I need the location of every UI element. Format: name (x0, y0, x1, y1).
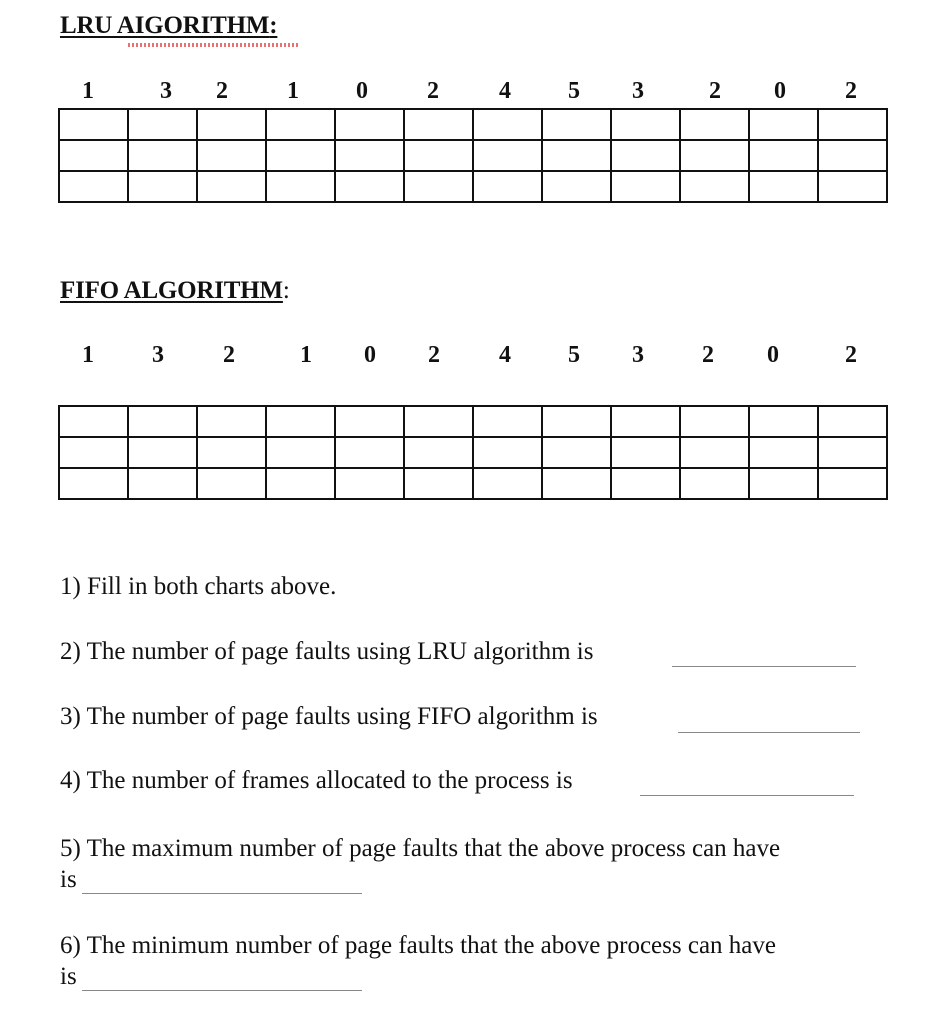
lru-frame-cell[interactable] (266, 109, 335, 140)
lru-frame-cell[interactable] (59, 109, 128, 140)
lru-frame-cell[interactable] (59, 140, 128, 171)
lru-frame-cell[interactable] (542, 171, 611, 202)
fifo-frame-cell[interactable] (542, 437, 611, 468)
question-2: 2) The number of page faults using LRU algorithm is (60, 638, 594, 665)
fifo-frame-cell[interactable] (197, 406, 266, 437)
fifo-frame-cell[interactable] (680, 437, 749, 468)
fifo-frame-cell[interactable] (611, 437, 680, 468)
lru-ref-6: 2 (427, 78, 439, 104)
fifo-frame-cell[interactable] (128, 437, 197, 468)
lru-frame-cell[interactable] (818, 140, 887, 171)
fifo-frame-cell[interactable] (542, 406, 611, 437)
fifo-frame-cell[interactable] (197, 437, 266, 468)
lru-frame-cell[interactable] (542, 109, 611, 140)
lru-frame-cell[interactable] (542, 140, 611, 171)
lru-frame-cell[interactable] (266, 140, 335, 171)
question-5-line-1: 5) The maximum number of page faults that the above process can have (60, 835, 781, 862)
answer-blank-5[interactable] (82, 893, 362, 894)
fifo-ref-6: 2 (428, 342, 440, 368)
lru-frame-cell[interactable] (404, 171, 473, 202)
fifo-frame-cell[interactable] (818, 468, 887, 499)
lru-frame-cell[interactable] (473, 171, 542, 202)
fifo-frame-cell[interactable] (473, 468, 542, 499)
fifo-frame-cell[interactable] (611, 406, 680, 437)
fifo-ref-3: 2 (223, 342, 235, 368)
lru-ref-10: 2 (709, 78, 721, 104)
lru-frame-row (59, 140, 887, 171)
fifo-frame-cell[interactable] (128, 406, 197, 437)
question-3: 3) The number of page faults using FIFO algorithm is (60, 703, 598, 730)
fifo-frame-cell[interactable] (680, 406, 749, 437)
fifo-frame-cell[interactable] (749, 406, 818, 437)
lru-frame-cell[interactable] (611, 109, 680, 140)
lru-frame-cell[interactable] (335, 140, 404, 171)
lru-ref-5: 0 (356, 78, 368, 104)
fifo-frame-cell[interactable] (611, 468, 680, 499)
fifo-ref-2: 3 (152, 342, 164, 368)
fifo-ref-4: 1 (300, 342, 312, 368)
answer-blank-6[interactable] (82, 990, 362, 991)
fifo-ref-8: 5 (568, 342, 580, 368)
lru-frame-cell[interactable] (680, 171, 749, 202)
fifo-frame-cell[interactable] (128, 468, 197, 499)
fifo-ref-9: 3 (632, 342, 644, 368)
fifo-ref-12: 2 (845, 342, 857, 368)
question-4: 4) The number of frames allocated to the process is (60, 767, 573, 794)
fifo-ref-1: 1 (82, 342, 94, 368)
lru-frame-cell[interactable] (611, 171, 680, 202)
lru-frame-cell[interactable] (197, 140, 266, 171)
fifo-frame-cell[interactable] (680, 468, 749, 499)
question-6 (60, 930, 776, 992)
fifo-frame-cell[interactable] (404, 468, 473, 499)
lru-frame-cell[interactable] (749, 109, 818, 140)
lru-reference-string (0, 78, 936, 108)
fifo-frame-cell[interactable] (404, 406, 473, 437)
fifo-frame-cell[interactable] (335, 468, 404, 499)
question-5 (60, 833, 780, 895)
lru-ref-4: 1 (287, 78, 299, 104)
answer-blank-2[interactable] (672, 666, 856, 667)
fifo-frame-cell[interactable] (404, 437, 473, 468)
fifo-ref-7: 4 (499, 342, 511, 368)
fifo-ref-5: 0 (364, 342, 376, 368)
lru-ref-12: 2 (845, 78, 857, 104)
fifo-frame-cell[interactable] (59, 437, 128, 468)
question-1: 1) Fill in both charts above. (60, 573, 337, 600)
fifo-frame-cell[interactable] (335, 437, 404, 468)
lru-heading-colon: : (269, 12, 278, 39)
lru-frame-cell[interactable] (404, 109, 473, 140)
lru-frame-cell[interactable] (128, 109, 197, 140)
fifo-heading-colon: : (282, 277, 290, 304)
fifo-frame-cell[interactable] (473, 406, 542, 437)
lru-frame-cell[interactable] (473, 109, 542, 140)
question-6-line-2: is (60, 963, 77, 990)
lru-ref-7: 4 (499, 78, 511, 104)
lru-frame-cell[interactable] (680, 109, 749, 140)
fifo-ref-11: 0 (767, 342, 779, 368)
lru-heading (60, 12, 277, 40)
lru-frame-cell[interactable] (473, 140, 542, 171)
fifo-frame-cell[interactable] (266, 468, 335, 499)
question-5-line-2: is (60, 866, 77, 893)
fifo-frame-row (59, 437, 887, 468)
lru-frame-cell[interactable] (611, 140, 680, 171)
lru-ref-8: 5 (568, 78, 580, 104)
lru-frame-cell[interactable] (197, 171, 266, 202)
spellcheck-squiggle (128, 43, 300, 47)
fifo-ref-10: 2 (702, 342, 714, 368)
fifo-frame-cell[interactable] (749, 468, 818, 499)
fifo-frame-row (59, 406, 887, 437)
fifo-frame-cell[interactable] (818, 437, 887, 468)
lru-frame-cell[interactable] (197, 109, 266, 140)
lru-frame-cell[interactable] (818, 171, 887, 202)
lru-frame-cell[interactable] (680, 140, 749, 171)
lru-ref-2: 3 (160, 78, 172, 104)
lru-frame-cell[interactable] (404, 140, 473, 171)
lru-frame-cell[interactable] (335, 109, 404, 140)
answer-blank-3[interactable] (678, 732, 860, 733)
fifo-frame-cell[interactable] (473, 437, 542, 468)
lru-ref-3: 2 (216, 78, 228, 104)
fifo-frame-cell[interactable] (542, 468, 611, 499)
lru-frame-cell[interactable] (818, 109, 887, 140)
lru-frame-table (58, 108, 888, 203)
lru-frame-cell[interactable] (128, 171, 197, 202)
fifo-frame-cell[interactable] (818, 406, 887, 437)
fifo-frame-cell[interactable] (197, 468, 266, 499)
fifo-frame-cell[interactable] (749, 437, 818, 468)
question-6-line-1: 6) The minimum number of page faults that the above process can have (60, 932, 776, 959)
answer-blank-4[interactable] (640, 795, 854, 796)
fifo-frame-table (58, 405, 888, 500)
lru-frame-cell[interactable] (335, 171, 404, 202)
fifo-heading-text: FIFO ALGORITHM (60, 277, 283, 304)
lru-frame-cell[interactable] (749, 171, 818, 202)
fifo-heading (60, 277, 290, 305)
lru-frame-cell[interactable] (266, 171, 335, 202)
lru-frame-cell[interactable] (59, 171, 128, 202)
fifo-reference-string (0, 342, 936, 372)
fifo-frame-cell[interactable] (59, 468, 128, 499)
lru-heading-text: LRU AIGORITHM (60, 12, 270, 39)
lru-ref-11: 0 (774, 78, 786, 104)
fifo-frame-cell[interactable] (59, 406, 128, 437)
lru-ref-9: 3 (632, 78, 644, 104)
lru-frame-row (59, 109, 887, 140)
lru-frame-row (59, 171, 887, 202)
fifo-frame-cell[interactable] (266, 437, 335, 468)
lru-frame-cell[interactable] (128, 140, 197, 171)
lru-ref-1: 1 (82, 78, 94, 104)
fifo-frame-row (59, 468, 887, 499)
lru-frame-cell[interactable] (749, 140, 818, 171)
fifo-frame-cell[interactable] (266, 406, 335, 437)
fifo-frame-cell[interactable] (335, 406, 404, 437)
